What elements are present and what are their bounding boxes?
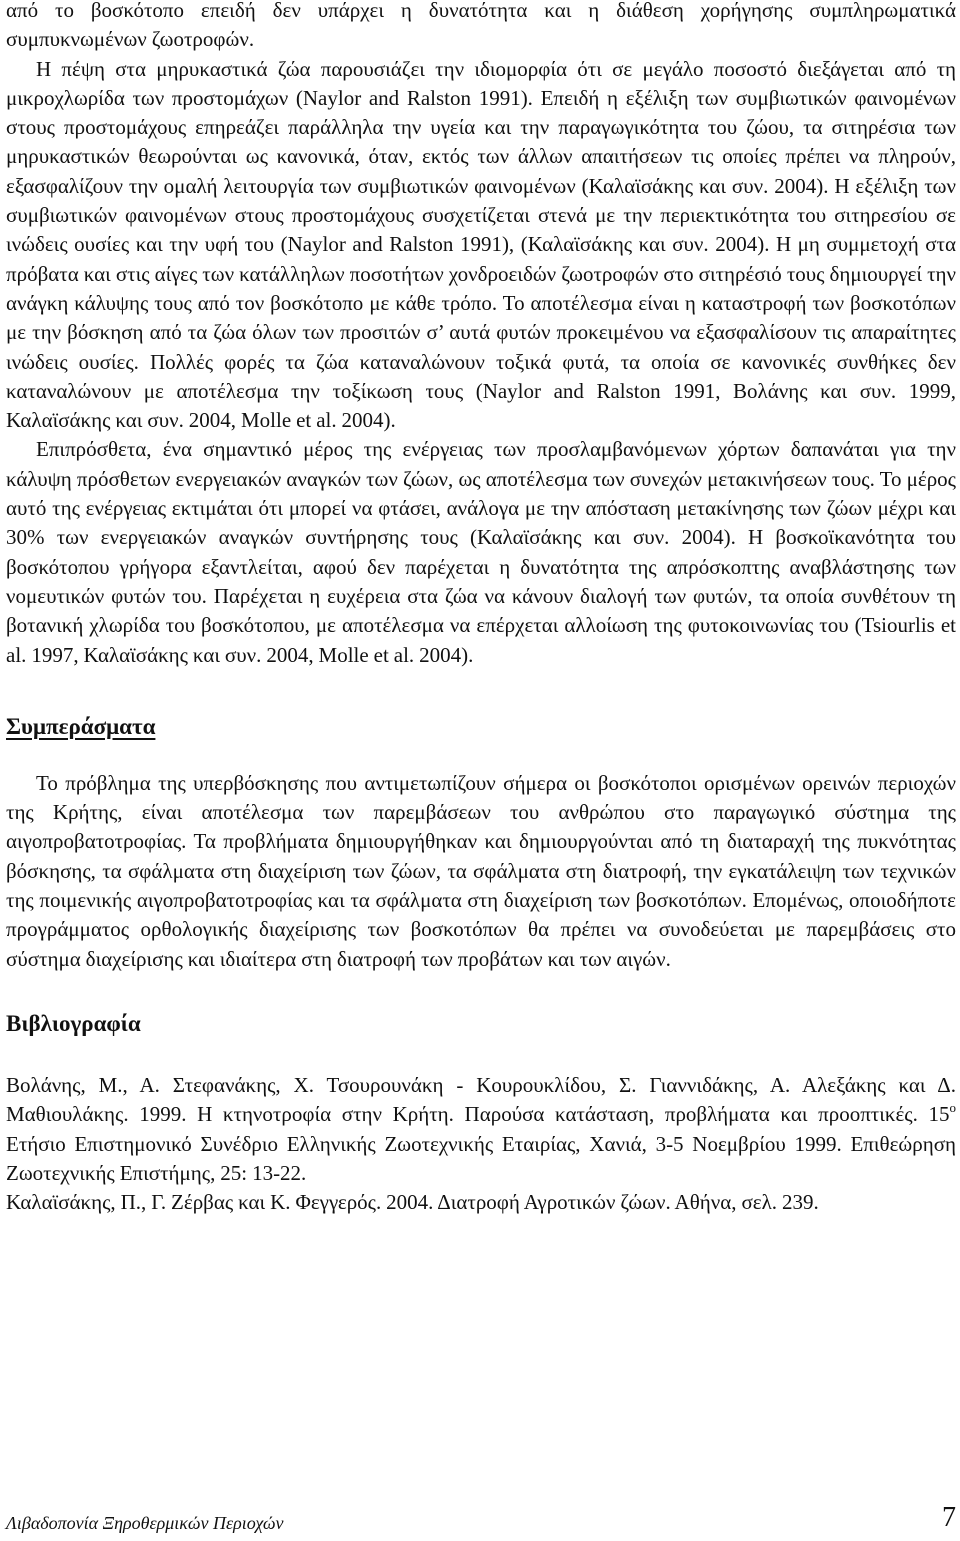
reference-1-text-cont: Ετήσιο Επιστημονικό Συνέδριο Ελληνικής Ζωοτεχνικής Εταιρίας, Χανιά, 3-5 Νοεμβρίου 1999. Επιθεώρηση Ζωοτεχνικής Επιστήμης, 25: 13-22. (6, 1131, 956, 1185)
reference-1 (6, 1071, 956, 1188)
body-paragraph-1: από το βοσκότοπο επειδή δεν υπάρχει η δυνατότητα και η διάθεση χορήγησης συμπληρωματικά συμπυκνωμένων ζωοτροφών. (6, 0, 956, 52)
body-paragraph-2: Η πέψη στα μηρυκαστικά ζώα παρουσιάζει την ιδιομορφία ότι σε μεγάλο ποσοστό διεξάγεται από τη μικροχλωρίδα των προστομάχων (Naylor and Ralston 1991). Επειδή η εξέλιξη των συμβιωτικών φαινομένων στους προστομάχους επηρεάζει παράλληλα την υγεία και την παραγωγικότητα του ζώου, τα σιτηρέσια των μηρυκαστικών θεωρούνται ως κανονικά, όταν, εκτός των άλλων απαιτήσεων τις οποίες πρέπει να πληρούν, εξασφαλίζουν την ομαλή λειτουργία των συμβιωτικών φαινομένων (Καλαϊσάκης και συν. 2004). Η εξέλιξη των συμβιωτικών φαινομένων στους προστομάχους συσχετίζεται στενά με την περιεκτικότητα του σιτηρεσίου σε ινώδεις ουσίες και την υφή του (Naylor and Ralston 1991), (Καλαϊσάκης και συν. 2004). Η μη συμμετοχή στα πρόβατα και στις αίγες των κατάλληλων ποσοτήτων χονδροειδών ζωοτροφών στο σιτηρέσιό τους δημιουργεί την ανάγκη κάλυψης τους από τον βοσκότοπο με κάθε τρόπο. Το αποτέλεσμα είναι η καταστροφή των βοσκοτόπων με την βόσκηση από τα ζώα όλων των προσιτών σ’ αυτά φυτών προκειμένου να εξασφαλίσουν τις απαραίτητες ινώδεις ουσίες. Πολλές φορές τα ζώα καταναλώνουν τοξικά φυτά, τα οποία σε κανονικές συνθήκες δεν καταναλώνουν με αποτέλεσμα την τοξίκωση τους (Naylor and Ralston 1991, Βολάνης και συν. 1999, Καλαϊσάκης και συν. 2004, Molle et al. 2004). (6, 56, 956, 433)
page-number: 7 (942, 1502, 956, 1533)
footer-title: Λιβαδοπονία Ξηροθερμικών Περιοχών (6, 1513, 284, 1533)
reference-2: Καλαϊσάκης, Π., Γ. Ζέρβας και Κ. Φεγγερός. 2004. Διατροφή Αγροτικών ζώων. Αθήνα, σελ. 239. (6, 1190, 819, 1215)
body-paragraph-3: Επιπρόσθετα, ένα σημαντικό μέρος της ενέργειας των προσλαμβανόμενων χόρτων δαπανάται για την κάλυψη πρόσθετων ενεργειακών αναγκών των ζώων, ως αποτέλεσμα των συνεχών μετακινήσεων τους. Το μέρος αυτό της ενέργειας εκτιμάται ότι μπορεί να φτάσει, ανάλογα με την απόσταση μετακίνησης των ζώων μέχρι και 30% των ενεργειακών αναγκών συντήρησης τους (Καλαϊσάκης και συν. 2004). Η βοσκοϊκανότητα του βοσκότοπου γρήγορα εξαντλείται, αφού δεν παρέχεται η δυνατότητα της απρόσκοπτης αναβλάστησης των νομευτικών φυτών του. Παρέχεται η ευχέρεια στα ζώα να κάνουν διαλογή των φυτών, τα οποία συνθέτουν τη βοτανική χλωρίδα του βοσκότοπου, με αποτέλεσμα να επέρχεται αλλοίωση της φυτοκοινωνίας του (Tsiourlis et al. 1997, Καλαϊσάκης και συν. 2004, Molle et al. 2004). (6, 437, 956, 667)
conclusions-paragraph: Το πρόβλημα της υπερβόσκησης που αντιμετωπίζουν σήμερα οι βοσκότοποι ορισμένων ορεινών περιοχών της Κρήτης, είναι αποτέλεσμα των παρεμβάσεων του ανθρώπου στο παραγωγικό σύστημα της αιγοπροβατοτροφίας. Τα προβλήματα δημιουργήθηκαν και δημιουργούνται από τη διαταραχή της πυκνότητας βόσκησης, τα σφάλματα στη διαχείριση των ζώων, τα σφάλματα στη διατροφή, την εγκατάλειψη των τεχνικών της ποιμενικής αιγοπροβατοτροφίας και τα σφάλματα στη διαχείριση των βοσκοτόπων. Επομένως, οποιοδήποτε προγράμματος ορθολογικής διαχείρισης των βοσκοτόπων θα πρέπει να συνοδεύεται με παρεμβάσεις στο σύστημα διαχείρισης και ιδιαίτερα στη διατροφή των προβάτων και των αιγών. (6, 770, 956, 971)
page-footer (6, 1502, 956, 1541)
bibliography-heading: Βιβλιογραφία (6, 1010, 141, 1036)
reference-1-text: Βολάνης, Μ., Α. Στεφανάκης, Χ. Τσουρουνάκη - Κουρουκλίδου, Σ. Γιαννιδάκης, Α. Αλεξάκης και Δ. Μαθιουλάκης. 1999. Η κτηνοτροφία στην Κρήτη. Παρούσα κατάσταση, προβλήματα και προοπτικές. 15 (6, 1072, 956, 1127)
document-page (6, 0, 956, 1217)
conclusions-heading: Συμπεράσματα (6, 713, 156, 739)
reference-1-superscript: ο (949, 1100, 956, 1116)
